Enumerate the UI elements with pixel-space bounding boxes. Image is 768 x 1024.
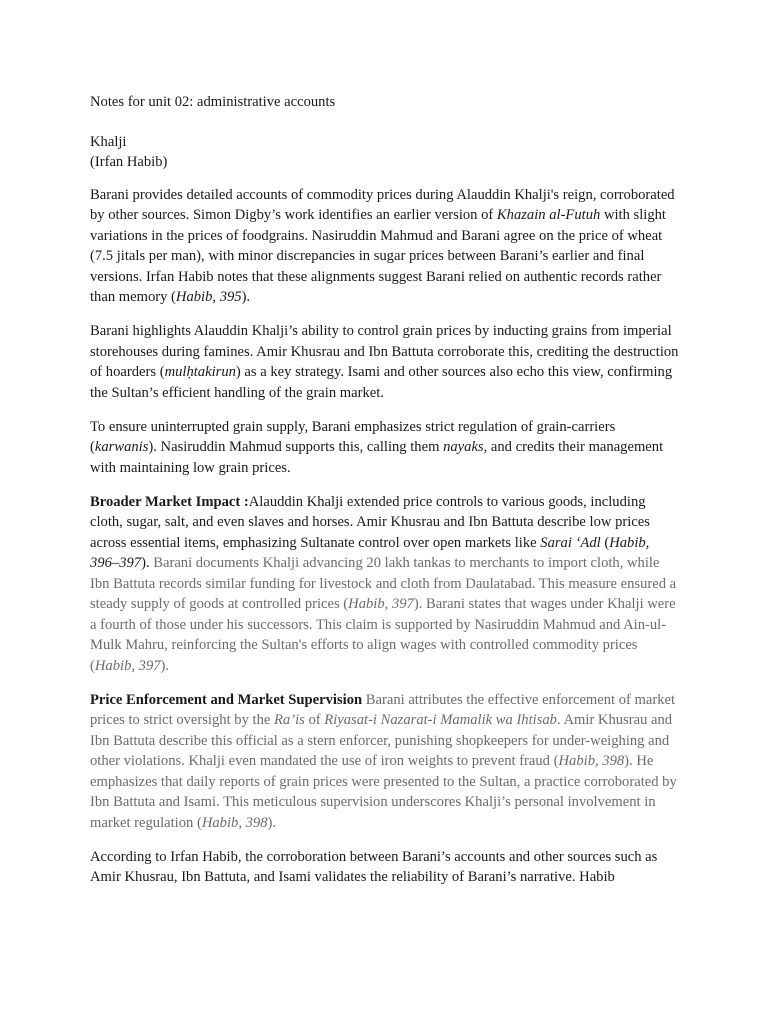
- term: Riyasat-i Nazarat-i Mamalik wa Ihtisab: [324, 712, 557, 728]
- citation: Habib, 395: [175, 289, 242, 305]
- paragraph-price-enforcement: Price Enforcement and Market Supervision Barani attributes the effective enforcement of market prices to strict oversight by the Ra’is of Riyasat-i Nazarat-i Mamalik wa Ihtisab. Amir Khusrau and Ibn Battuta describe this official as a stern enforcer, punishing shopkeepers for under-weighing and other violations. Khalji even mandated the use of iron weights to prevent fraud (Habib, 398). He emphasizes that daily reports of grain prices were presented to the Sultan, a practice corroborated by Ibn Battuta and Isami. This meticulous supervision underscores Khalji’s personal involvement in market regulation (Habib, 398).: [90, 691, 677, 831]
- citation: Habib, 397: [348, 596, 414, 612]
- paragraph-broader-market-impact: Broader Market Impact :Alauddin Khalji extended price controls to various goods, including cloth, sugar, salt, and even slaves and horses. Amir Khusrau and Ibn Battuta describe low prices across essential items, emphasizing Sultanate control over open markets like Sarai ‘Adl (Habib, 396–397). Barani documents Khalji advancing 20 lakh tankas to merchants to import cloth, while Ibn Battuta records similar funding for livestock and cloth from Daulatabad. This measure ensured a steady supply of goods at controlled prices (Habib, 397). Barani states that wages under Khalji were a fourth of those under his successors. This claim is supported by Nasiruddin Mahmud and Ain-ul-Mulk Mahru, reinforcing the Sultan's efforts to align wages with controlled commodity prices (Habib, 397).: [90, 493, 677, 674]
- citation: Habib, 396–397: [90, 534, 650, 571]
- document-title: Notes for unit 02: administrative accounts: [90, 94, 336, 110]
- paragraph-conclusion: According to Irfan Habib, the corroboration between Barani’s accounts and other sources such as Amir Khusrau, Ibn Battuta, and Isami validates the reliability of Barani’s narrative. Habib: [90, 848, 658, 885]
- section-heading: [90, 132, 680, 173]
- term: karwanis: [94, 439, 149, 455]
- inline-heading: Broader Market Impact :: [90, 493, 249, 510]
- citation: Habib, 397: [94, 657, 161, 674]
- heading-dynasty: Khalji: [90, 133, 127, 150]
- term: mulḥtakirun: [164, 364, 236, 380]
- term: nayaks: [443, 439, 484, 455]
- heading-author: (Irfan Habib): [90, 154, 168, 170]
- term: Sarai ‘Adl: [540, 534, 601, 551]
- paragraph-grain-control: Barani highlights Alauddin Khalji’s ability to control grain prices by inducting grains from imperial storehouses during famines. Amir Khusrau and Ibn Battuta corroborate this, crediting the destruction of hoarders (mulḥtakirun) as a key strategy. Isami and other sources also echo this view, confirming the Sultan’s efficient handling of the grain market.: [90, 323, 679, 401]
- term: Ra’is: [274, 712, 305, 728]
- paragraph-commodity-prices: Barani provides detailed accounts of commodity prices during Alauddin Khalji's reign, corroborated by other sources. Simon Digby’s work identifies an earlier version of Khazain al-Futuh with slight variations in the prices of foodgrains. Nasiruddin Mahmud and Barani agree on the price of wheat (7.5 jitals per man), with minor discrepancies in sugar prices between Barani’s earlier and final versions. Irfan Habib notes that these alignments suggest Barani relied on authentic records rather than memory (Habib, 395).: [90, 186, 675, 305]
- work-title: Khazain al-Futuh: [496, 207, 601, 223]
- inline-heading: Price Enforcement and Market Supervision: [90, 691, 363, 708]
- citation: Habib, 398: [201, 814, 268, 831]
- paragraph-grain-carriers: To ensure uninterrupted grain supply, Barani emphasizes strict regulation of grain-carriers (karwanis). Nasiruddin Mahmud supports this, calling them nayaks, and credits their management with maintaining low grain prices.: [90, 418, 664, 476]
- document-page: [90, 92, 680, 901]
- citation: Habib, 398: [558, 753, 625, 769]
